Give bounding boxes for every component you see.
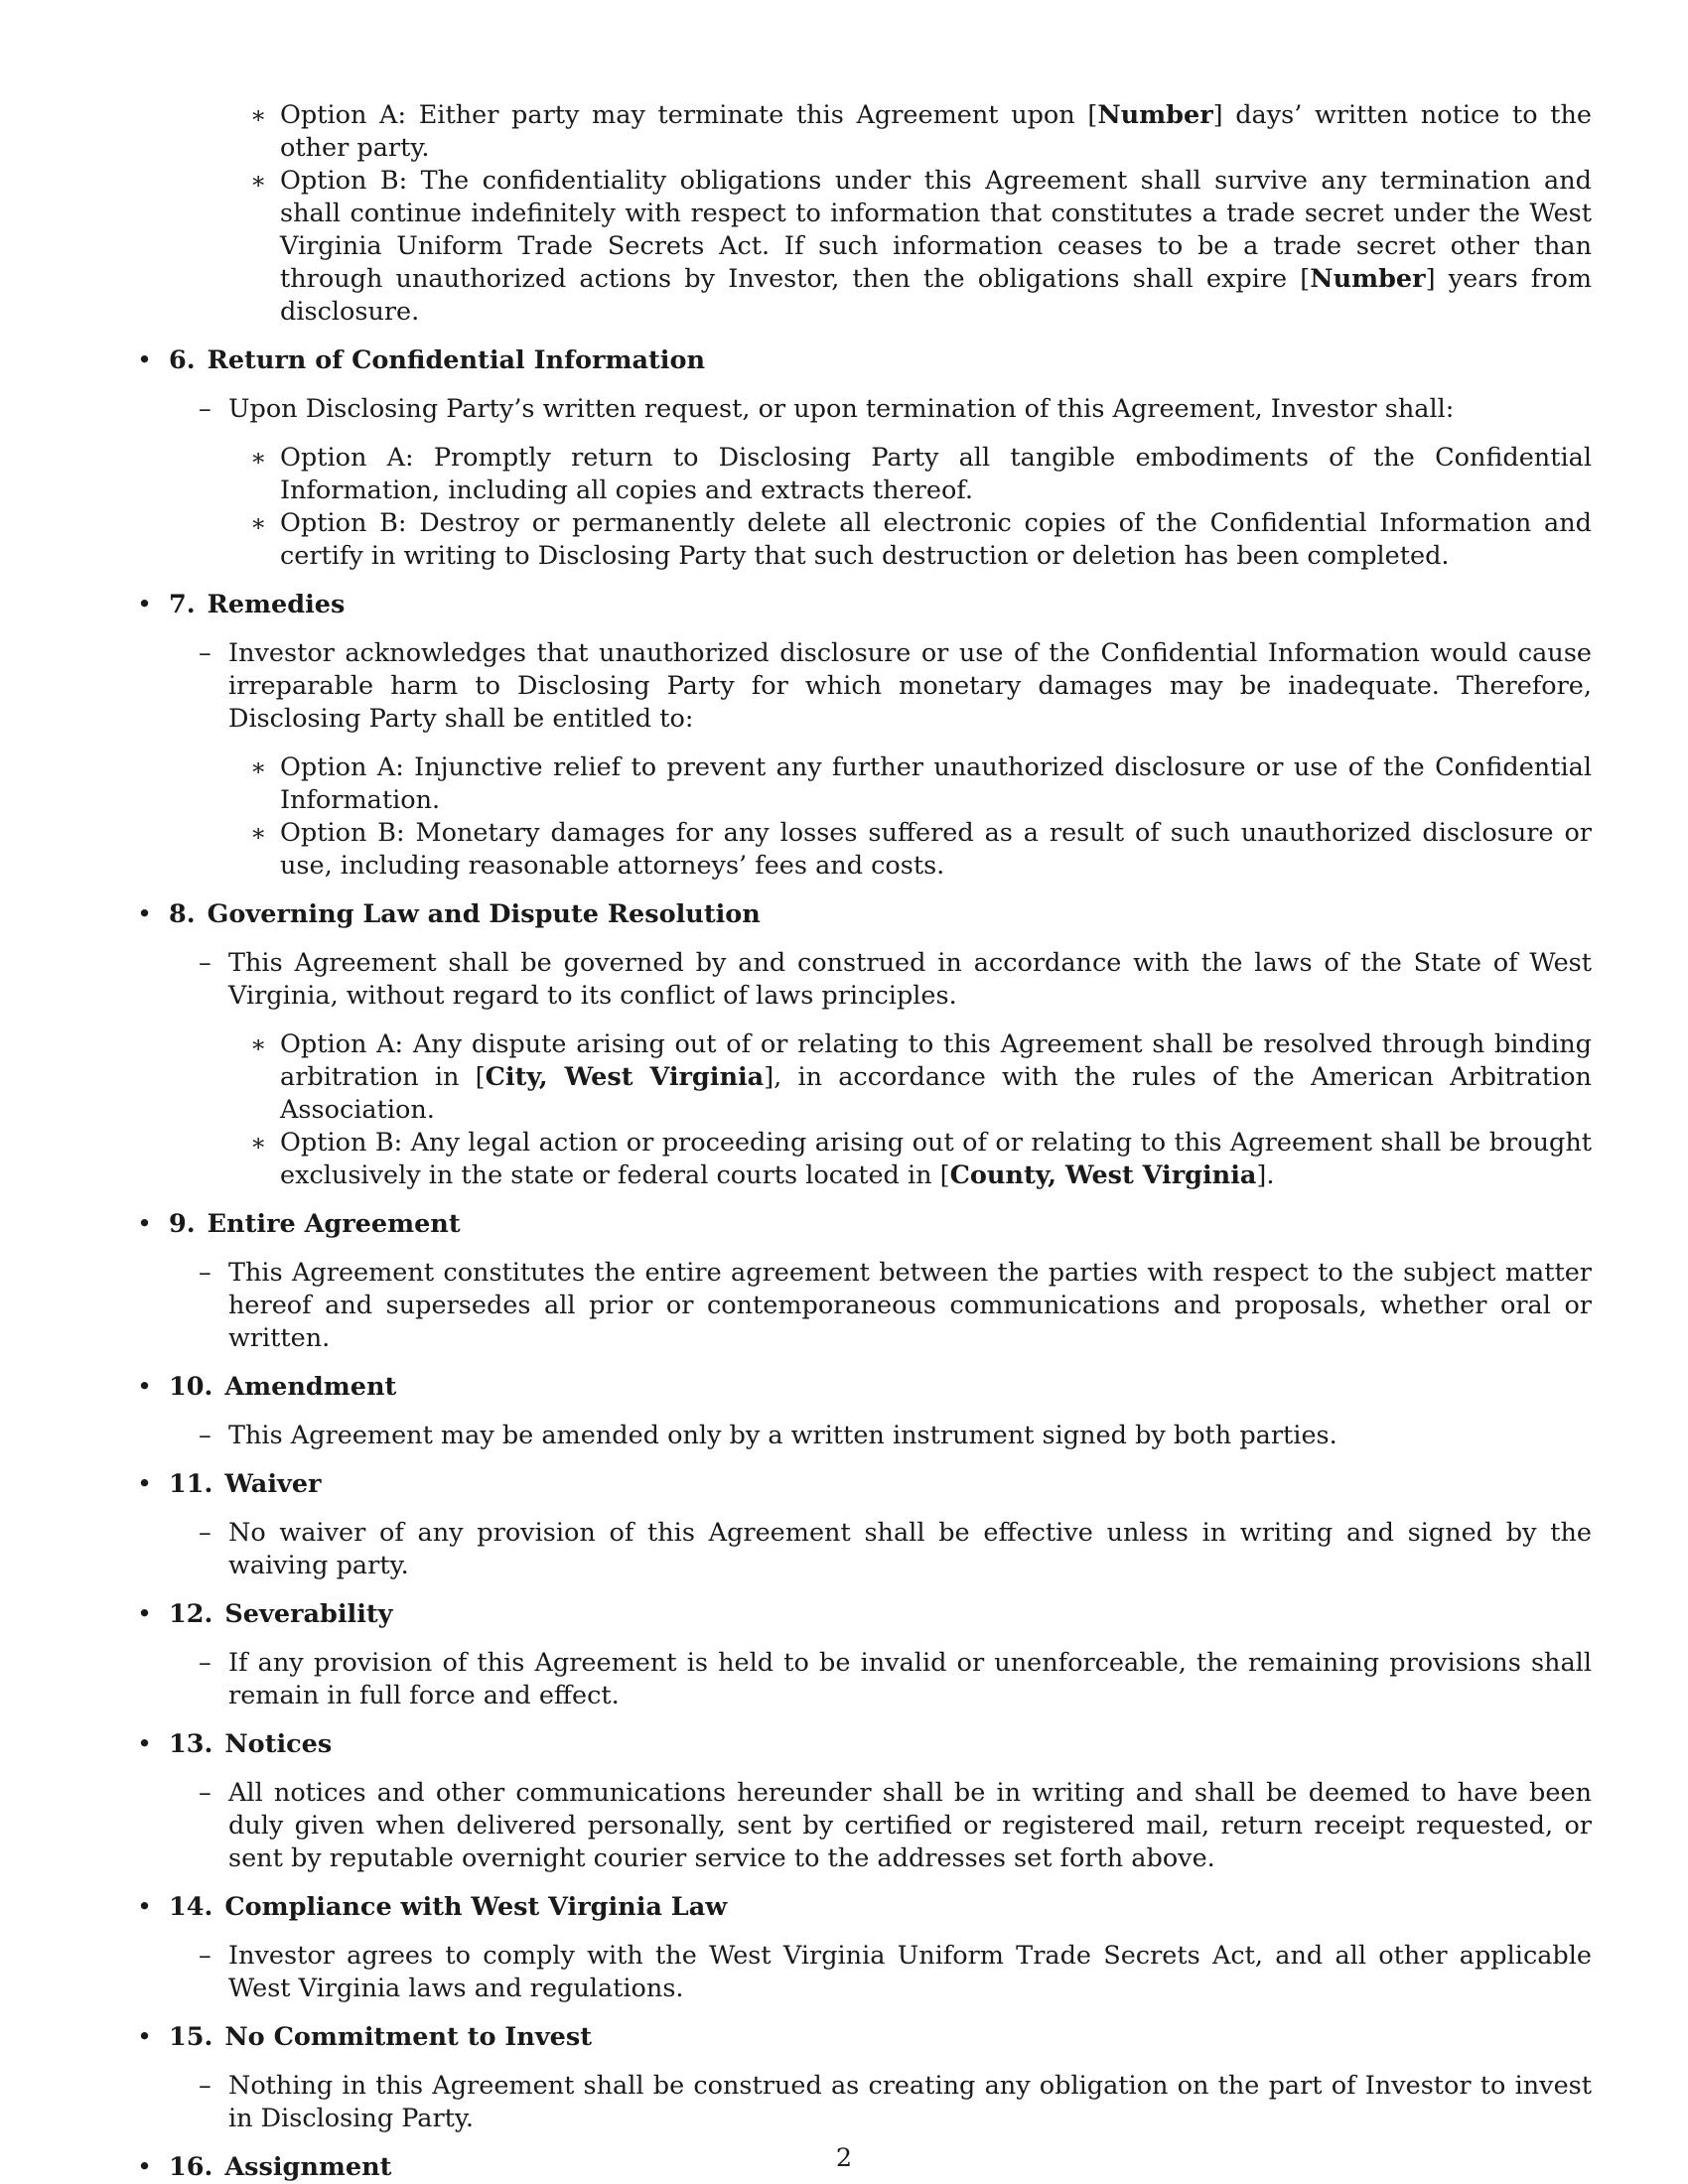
section-heading: • 13. Notices (137, 1729, 333, 1759)
bullet-icon: • (137, 590, 153, 619)
asterisk-bullet-icon: ∗ (250, 1129, 267, 1157)
dash-bullet-icon: – (199, 948, 211, 978)
section-10-text: – This Agreement may be amended only by a written instrument signed by both parties. (199, 1421, 1337, 1450)
section-14-text: – Investor agrees to comply with the West Virginia Uniform Trade Secrets Act, and all other applicable West Virginia laws and regulations. (199, 1941, 1592, 2003)
asterisk-bullet-icon: ∗ (250, 167, 267, 195)
asterisk-bullet-icon: ∗ (250, 819, 267, 847)
section-15-text: – Nothing in this Agreement shall be construed as creating any obligation on the part of Investor to invest in Disclosing Party. (199, 2071, 1592, 2133)
section-9-text: – This Agreement constitutes the entire agreement between the parties with respect to the subject matter hereof and supersedes all prior or contemporaneous communications and proposals, whether oral or written. (199, 1258, 1592, 1353)
dash-bullet-icon: – (199, 1778, 211, 1808)
bullet-icon: • (137, 1892, 153, 1922)
asterisk-bullet-icon: ∗ (250, 444, 267, 472)
section-heading: • 14. Compliance with West Virginia Law (137, 1892, 728, 1922)
section-heading: • 12. Severability (137, 1599, 393, 1629)
document-body (137, 99, 1592, 2184)
section-7-option-b: ∗ Option B: Monetary damages for any losses suffered as a result of such unauthorized disclosure or use, including reasonable attorneys’ fees and costs. (250, 818, 1592, 881)
section-heading: • 16. Assignment (137, 2152, 392, 2182)
dash-bullet-icon: – (199, 394, 211, 424)
bullet-icon: • (137, 2152, 153, 2182)
section-7-intro: – Investor acknowledges that unauthorized disclosure or use of the Confidential Information would cause irreparable harm to Disclosing Party for which monetary damages may be inadequate. Therefore, Disclosing Party shall be entitled to: (199, 638, 1592, 734)
section-heading: • 11. Waiver (137, 1469, 322, 1499)
section-13-text: – All notices and other communications hereunder shall be in writing and shall be deemed to have been duly given when delivered personally, sent by certified or registered mail, return receipt requested, or sent by reputable overnight courier service to the addresses set forth above. (199, 1778, 1592, 1873)
section-8-option-a: ∗ Option A: Any dispute arising out of or relating to this Agreement shall be resolved through binding arbitration in [City, West Virginia], in accordance with the rules of the American Arbitration Association. (250, 1029, 1592, 1125)
bullet-icon: • (137, 1599, 153, 1629)
section-6-intro: – Upon Disclosing Party’s written request, or upon termination of this Agreement, Investor shall: (199, 394, 1455, 424)
section-6-option-b: ∗ Option B: Destroy or permanently delete all electronic copies of the Confidential Information and certify in writing to Disclosing Party that such destruction or deletion has been completed. (250, 508, 1592, 571)
section-heading: • 15. No Commitment to Invest (137, 2022, 593, 2052)
dash-bullet-icon: – (199, 1421, 211, 1450)
section-heading: • 10. Amendment (137, 1372, 397, 1402)
section-heading: • 8. Governing Law and Dispute Resolution (137, 899, 761, 929)
section-5-option-b: ∗ Option B: The confidentiality obligations under this Agreement shall survive any termination and shall continue indefinitely with respect to information that constitutes a trade secret under the West Virginia Uniform Trade Secrets Act. If such information ceases to be a trade secret other than through unauthorized actions by Investor, then the obligations shall expire [Number] years from disclosure. (250, 166, 1592, 327)
section-heading: • 9. Entire Agreement (137, 1209, 461, 1239)
section-8-intro: – This Agreement shall be governed by and construed in accordance with the laws of the State of West Virginia, without regard to its conflict of laws principles. (199, 948, 1592, 1011)
dash-bullet-icon: – (199, 1941, 211, 1971)
section-5-options (137, 99, 1592, 329)
section-12-text: – If any provision of this Agreement is held to be invalid or unenforceable, the remaining provisions shall remain in full force and effect. (199, 1648, 1592, 1710)
bullet-icon: • (137, 2022, 153, 2052)
section-7-options (137, 751, 1592, 883)
bullet-icon: • (137, 899, 153, 929)
section-6-option-a: ∗ Option A: Promptly return to Disclosing Party all tangible embodiments of the Confidential Information, including all copies and extracts thereof. (250, 443, 1592, 505)
section-5-option-a: ∗ Option A: Either party may terminate this Agreement upon [Number] days’ written notice to the other party. (250, 100, 1592, 163)
dash-bullet-icon: – (199, 1518, 211, 1548)
dash-bullet-icon: – (199, 1648, 211, 1678)
bullet-icon: • (137, 1469, 153, 1499)
asterisk-bullet-icon: ∗ (250, 753, 267, 781)
dash-bullet-icon: – (199, 2071, 211, 2101)
section-11-text: – No waiver of any provision of this Agreement shall be effective unless in writing and signed by the waiving party. (199, 1518, 1592, 1580)
section-8-options (137, 1028, 1592, 1192)
dash-bullet-icon: – (199, 638, 211, 668)
section-7-option-a: ∗ Option A: Injunctive relief to prevent any further unauthorized disclosure or use of the Confidential Information. (250, 752, 1592, 815)
dash-bullet-icon: – (199, 1258, 211, 1288)
bullet-icon: • (137, 1372, 153, 1402)
bullet-icon: • (137, 1209, 153, 1239)
section-6-options (137, 442, 1592, 573)
asterisk-bullet-icon: ∗ (250, 1030, 267, 1058)
asterisk-bullet-icon: ∗ (250, 509, 267, 537)
section-heading: • 7. Remedies (137, 590, 346, 619)
bullet-icon: • (137, 1729, 153, 1759)
section-8-option-b: ∗ Option B: Any legal action or proceeding arising out of or relating to this Agreement shall be brought exclusively in the state or federal courts located in [County, West Virginia]. (250, 1128, 1592, 1190)
section-heading: • 6. Return of Confidential Information (137, 345, 705, 375)
page-number: 2 (835, 2143, 853, 2173)
bullet-icon: • (137, 345, 153, 375)
asterisk-bullet-icon: ∗ (250, 101, 267, 129)
